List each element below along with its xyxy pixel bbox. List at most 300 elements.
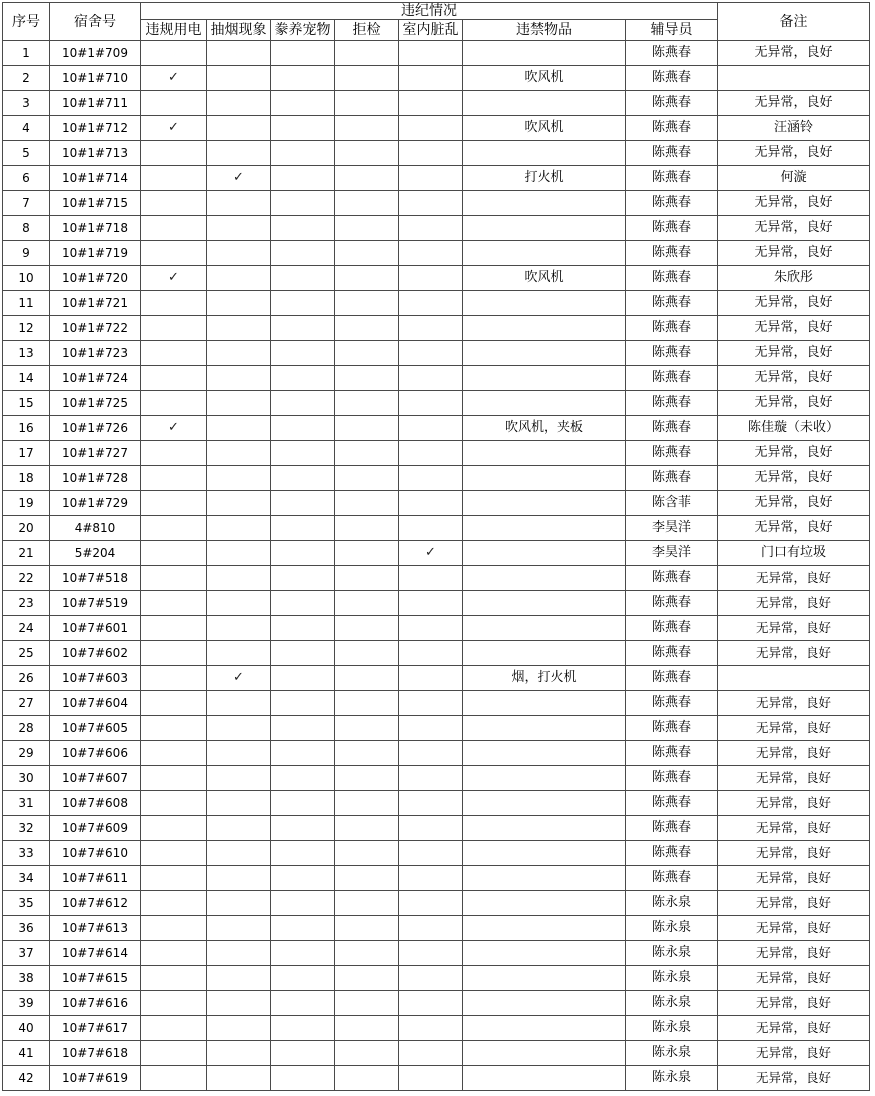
cell-dirty (399, 891, 463, 916)
table-row (3, 341, 870, 366)
cell-pets (271, 291, 335, 316)
cell-refuse (335, 591, 399, 616)
cell-refuse (335, 1016, 399, 1041)
table-row (3, 666, 870, 691)
cell-electric (141, 616, 207, 641)
cell-items (463, 941, 626, 966)
cell-index: 18 (3, 466, 50, 491)
cell-pets (271, 366, 335, 391)
cell-dirty (399, 341, 463, 366)
cell-refuse (335, 316, 399, 341)
cell-items (463, 916, 626, 941)
cell-items (463, 791, 626, 816)
cell-pets (271, 916, 335, 941)
cell-refuse (335, 966, 399, 991)
cell-remark: 无异常，良好 (718, 566, 870, 591)
cell-remark: 无异常，良好 (718, 441, 870, 466)
cell-items (463, 466, 626, 491)
cell-refuse (335, 691, 399, 716)
cell-remark: 无异常，良好 (718, 216, 870, 241)
table-row (3, 466, 870, 491)
cell-electric (141, 316, 207, 341)
cell-items (463, 441, 626, 466)
cell-dirty (399, 191, 463, 216)
cell-counselor: 陈燕春 (626, 141, 718, 166)
cell-dirty (399, 566, 463, 591)
cell-electric (141, 766, 207, 791)
cell-electric (141, 91, 207, 116)
cell-remark: 门口有垃圾 (718, 541, 870, 566)
cell-dirty (399, 441, 463, 466)
cell-pets (271, 441, 335, 466)
cell-items (463, 1041, 626, 1066)
table-row (3, 966, 870, 991)
cell-counselor: 陈燕春 (626, 166, 718, 191)
cell-index: 28 (3, 716, 50, 741)
cell-smoking (207, 591, 271, 616)
cell-counselor: 陈燕春 (626, 291, 718, 316)
cell-index: 17 (3, 441, 50, 466)
cell-remark: 无异常，良好 (718, 1016, 870, 1041)
cell-items: 吹风机 (463, 266, 626, 291)
cell-remark: 无异常，良好 (718, 91, 870, 116)
cell-smoking (207, 191, 271, 216)
cell-electric (141, 666, 207, 691)
cell-room: 10#1#723 (50, 341, 141, 366)
cell-room: 10#1#719 (50, 241, 141, 266)
cell-pets (271, 891, 335, 916)
table-row (3, 1066, 870, 1091)
cell-dirty (399, 691, 463, 716)
cell-pets (271, 716, 335, 741)
cell-pets (271, 766, 335, 791)
cell-room: 10#1#726 (50, 416, 141, 441)
table-row (3, 816, 870, 841)
cell-refuse (335, 991, 399, 1016)
cell-counselor: 陈燕春 (626, 666, 718, 691)
cell-room: 10#1#710 (50, 66, 141, 91)
cell-room: 10#1#729 (50, 491, 141, 516)
cell-counselor: 李昊洋 (626, 541, 718, 566)
cell-index: 14 (3, 366, 50, 391)
cell-pets (271, 166, 335, 191)
cell-pets (271, 666, 335, 691)
cell-pets (271, 41, 335, 66)
cell-index: 3 (3, 91, 50, 116)
cell-remark: 无异常，良好 (718, 366, 870, 391)
cell-electric (141, 816, 207, 841)
cell-dirty (399, 966, 463, 991)
cell-refuse (335, 616, 399, 641)
cell-room: 10#7#612 (50, 891, 141, 916)
cell-refuse (335, 1066, 399, 1091)
cell-items (463, 491, 626, 516)
cell-room: 10#1#725 (50, 391, 141, 416)
cell-remark: 无异常，良好 (718, 916, 870, 941)
cell-room: 10#7#614 (50, 941, 141, 966)
cell-pets (271, 391, 335, 416)
table-row (3, 991, 870, 1016)
table-row (3, 191, 870, 216)
cell-room: 10#7#616 (50, 991, 141, 1016)
cell-index: 36 (3, 916, 50, 941)
cell-remark: 无异常，良好 (718, 391, 870, 416)
cell-smoking: ✓ (207, 166, 271, 191)
table-row (3, 591, 870, 616)
cell-dirty (399, 791, 463, 816)
header-violation-group: 违纪情况 (141, 3, 718, 20)
cell-room: 10#1#727 (50, 441, 141, 466)
cell-dirty (399, 491, 463, 516)
cell-index: 10 (3, 266, 50, 291)
dorm-inspection-table (2, 2, 870, 1091)
cell-items: 打火机 (463, 166, 626, 191)
cell-counselor: 陈永泉 (626, 1066, 718, 1091)
cell-counselor: 陈燕春 (626, 416, 718, 441)
cell-remark: 无异常，良好 (718, 241, 870, 266)
cell-dirty (399, 991, 463, 1016)
cell-room: 10#1#718 (50, 216, 141, 241)
cell-pets (271, 791, 335, 816)
table-row (3, 141, 870, 166)
cell-items (463, 641, 626, 666)
header-dirty: 室内脏乱 (399, 20, 463, 41)
cell-index: 15 (3, 391, 50, 416)
cell-counselor: 陈燕春 (626, 66, 718, 91)
cell-smoking (207, 241, 271, 266)
cell-index: 21 (3, 541, 50, 566)
cell-smoking (207, 816, 271, 841)
cell-pets (271, 516, 335, 541)
cell-remark: 陈佳璇（未收） (718, 416, 870, 441)
cell-counselor: 陈永泉 (626, 1016, 718, 1041)
cell-pets (271, 491, 335, 516)
cell-room: 10#7#617 (50, 1016, 141, 1041)
cell-refuse (335, 91, 399, 116)
cell-room: 10#7#601 (50, 616, 141, 641)
cell-dirty (399, 66, 463, 91)
table-row (3, 916, 870, 941)
cell-refuse (335, 166, 399, 191)
cell-remark: 无异常，良好 (718, 291, 870, 316)
cell-smoking (207, 291, 271, 316)
cell-electric (141, 341, 207, 366)
header-index: 序号 (3, 3, 50, 41)
cell-items (463, 591, 626, 616)
cell-pets (271, 641, 335, 666)
cell-counselor: 陈永泉 (626, 1041, 718, 1066)
cell-refuse (335, 541, 399, 566)
cell-refuse (335, 266, 399, 291)
table-row (3, 1041, 870, 1066)
cell-counselor: 陈燕春 (626, 466, 718, 491)
cell-refuse (335, 291, 399, 316)
table-row (3, 866, 870, 891)
cell-remark: 无异常，良好 (718, 966, 870, 991)
cell-remark: 无异常，良好 (718, 191, 870, 216)
cell-room: 10#1#713 (50, 141, 141, 166)
table-row (3, 491, 870, 516)
cell-remark: 无异常，良好 (718, 816, 870, 841)
cell-electric: ✓ (141, 266, 207, 291)
cell-electric (141, 641, 207, 666)
cell-counselor: 陈燕春 (626, 766, 718, 791)
cell-room: 10#1#720 (50, 266, 141, 291)
cell-remark: 无异常，良好 (718, 691, 870, 716)
cell-dirty (399, 666, 463, 691)
cell-refuse (335, 191, 399, 216)
cell-items: 吹风机，夹板 (463, 416, 626, 441)
header-counselor: 辅导员 (626, 20, 718, 41)
cell-smoking (207, 66, 271, 91)
cell-index: 33 (3, 841, 50, 866)
table-row (3, 116, 870, 141)
cell-pets (271, 1016, 335, 1041)
cell-electric (141, 741, 207, 766)
cell-room: 10#7#611 (50, 866, 141, 891)
cell-items (463, 991, 626, 1016)
cell-remark: 无异常，良好 (718, 616, 870, 641)
cell-pets (271, 816, 335, 841)
cell-electric (141, 166, 207, 191)
cell-items (463, 566, 626, 591)
cell-index: 39 (3, 991, 50, 1016)
cell-smoking (207, 341, 271, 366)
header-room: 宿舍号 (50, 3, 141, 41)
cell-dirty (399, 416, 463, 441)
table-row (3, 166, 870, 191)
cell-counselor: 陈燕春 (626, 366, 718, 391)
cell-dirty (399, 91, 463, 116)
cell-room: 5#204 (50, 541, 141, 566)
cell-items (463, 91, 626, 116)
cell-counselor: 陈燕春 (626, 316, 718, 341)
cell-items (463, 391, 626, 416)
cell-refuse (335, 241, 399, 266)
table-row (3, 366, 870, 391)
cell-electric (141, 491, 207, 516)
cell-dirty (399, 41, 463, 66)
cell-electric (141, 516, 207, 541)
cell-counselor: 陈燕春 (626, 566, 718, 591)
table-row (3, 266, 870, 291)
cell-index: 7 (3, 191, 50, 216)
cell-items: 烟，打火机 (463, 666, 626, 691)
cell-electric (141, 566, 207, 591)
cell-dirty (399, 391, 463, 416)
cell-refuse (335, 41, 399, 66)
cell-smoking (207, 141, 271, 166)
cell-counselor: 陈燕春 (626, 216, 718, 241)
table-row (3, 941, 870, 966)
table-row (3, 791, 870, 816)
table-row (3, 841, 870, 866)
cell-index: 29 (3, 741, 50, 766)
table-row (3, 41, 870, 66)
cell-counselor: 陈燕春 (626, 866, 718, 891)
cell-dirty (399, 291, 463, 316)
cell-items (463, 866, 626, 891)
cell-electric (141, 41, 207, 66)
cell-pets (271, 316, 335, 341)
cell-index: 11 (3, 291, 50, 316)
header-items: 违禁物品 (463, 20, 626, 41)
cell-pets (271, 991, 335, 1016)
cell-index: 20 (3, 516, 50, 541)
cell-electric (141, 1066, 207, 1091)
cell-dirty (399, 116, 463, 141)
cell-room: 10#1#714 (50, 166, 141, 191)
cell-room: 10#7#605 (50, 716, 141, 741)
cell-remark: 无异常，良好 (718, 491, 870, 516)
cell-counselor: 陈永泉 (626, 916, 718, 941)
cell-smoking (207, 1041, 271, 1066)
cell-refuse (335, 141, 399, 166)
cell-index: 4 (3, 116, 50, 141)
cell-index: 27 (3, 691, 50, 716)
cell-electric (141, 1041, 207, 1066)
cell-items: 吹风机 (463, 116, 626, 141)
cell-refuse (335, 466, 399, 491)
cell-remark (718, 66, 870, 91)
cell-dirty (399, 941, 463, 966)
cell-pets (271, 1041, 335, 1066)
cell-counselor: 陈燕春 (626, 816, 718, 841)
cell-index: 42 (3, 1066, 50, 1091)
cell-room: 10#1#709 (50, 41, 141, 66)
cell-smoking (207, 1066, 271, 1091)
cell-remark: 无异常，良好 (718, 766, 870, 791)
cell-smoking (207, 691, 271, 716)
cell-smoking (207, 841, 271, 866)
cell-dirty (399, 741, 463, 766)
cell-electric (141, 191, 207, 216)
header-smoking: 抽烟现象 (207, 20, 271, 41)
cell-refuse (335, 941, 399, 966)
cell-dirty (399, 516, 463, 541)
cell-index: 25 (3, 641, 50, 666)
cell-pets (271, 966, 335, 991)
cell-smoking (207, 891, 271, 916)
cell-pets (271, 216, 335, 241)
cell-dirty (399, 1066, 463, 1091)
cell-items (463, 341, 626, 366)
cell-counselor: 陈永泉 (626, 891, 718, 916)
cell-refuse (335, 391, 399, 416)
cell-remark: 无异常，良好 (718, 516, 870, 541)
cell-pets (271, 266, 335, 291)
cell-smoking (207, 641, 271, 666)
cell-smoking (207, 966, 271, 991)
cell-smoking (207, 1016, 271, 1041)
cell-remark: 无异常，良好 (718, 991, 870, 1016)
cell-items (463, 816, 626, 841)
cell-items (463, 316, 626, 341)
cell-electric: ✓ (141, 416, 207, 441)
cell-smoking (207, 866, 271, 891)
cell-refuse (335, 841, 399, 866)
cell-counselor: 李昊洋 (626, 516, 718, 541)
cell-room: 10#1#728 (50, 466, 141, 491)
cell-room: 10#1#722 (50, 316, 141, 341)
cell-dirty (399, 716, 463, 741)
cell-pets (271, 466, 335, 491)
cell-smoking (207, 366, 271, 391)
table-row (3, 616, 870, 641)
cell-smoking (207, 491, 271, 516)
cell-index: 5 (3, 141, 50, 166)
cell-refuse (335, 791, 399, 816)
cell-remark: 无异常，良好 (718, 891, 870, 916)
cell-counselor: 陈永泉 (626, 941, 718, 966)
cell-room: 10#7#618 (50, 1041, 141, 1066)
cell-remark: 无异常，良好 (718, 841, 870, 866)
cell-pets (271, 691, 335, 716)
cell-electric (141, 366, 207, 391)
cell-counselor: 陈燕春 (626, 391, 718, 416)
cell-smoking (207, 791, 271, 816)
cell-index: 1 (3, 41, 50, 66)
cell-pets (271, 341, 335, 366)
cell-counselor: 陈燕春 (626, 616, 718, 641)
cell-electric (141, 141, 207, 166)
cell-refuse (335, 566, 399, 591)
cell-refuse (335, 366, 399, 391)
cell-items (463, 1066, 626, 1091)
cell-items (463, 191, 626, 216)
cell-refuse (335, 66, 399, 91)
cell-dirty (399, 816, 463, 841)
cell-smoking (207, 216, 271, 241)
cell-refuse (335, 341, 399, 366)
cell-items (463, 1016, 626, 1041)
cell-items (463, 891, 626, 916)
cell-smoking (207, 416, 271, 441)
cell-refuse (335, 666, 399, 691)
cell-remark: 无异常，良好 (718, 1066, 870, 1091)
table-row (3, 416, 870, 441)
cell-remark: 无异常，良好 (718, 591, 870, 616)
cell-dirty (399, 591, 463, 616)
cell-dirty (399, 916, 463, 941)
cell-electric (141, 791, 207, 816)
table-row (3, 1016, 870, 1041)
cell-electric: ✓ (141, 116, 207, 141)
cell-counselor: 陈燕春 (626, 641, 718, 666)
cell-room: 10#1#715 (50, 191, 141, 216)
cell-room: 10#7#519 (50, 591, 141, 616)
cell-items (463, 691, 626, 716)
cell-items: 吹风机 (463, 66, 626, 91)
cell-pets (271, 841, 335, 866)
cell-refuse (335, 766, 399, 791)
cell-electric (141, 991, 207, 1016)
cell-smoking (207, 566, 271, 591)
cell-dirty (399, 1016, 463, 1041)
cell-room: 4#810 (50, 516, 141, 541)
cell-refuse (335, 741, 399, 766)
cell-pets (271, 741, 335, 766)
cell-counselor: 陈永泉 (626, 966, 718, 991)
cell-dirty (399, 216, 463, 241)
cell-smoking (207, 266, 271, 291)
cell-remark: 无异常，良好 (718, 941, 870, 966)
cell-smoking (207, 91, 271, 116)
cell-dirty (399, 141, 463, 166)
table-row (3, 641, 870, 666)
cell-remark: 无异常，良好 (718, 716, 870, 741)
cell-smoking (207, 941, 271, 966)
